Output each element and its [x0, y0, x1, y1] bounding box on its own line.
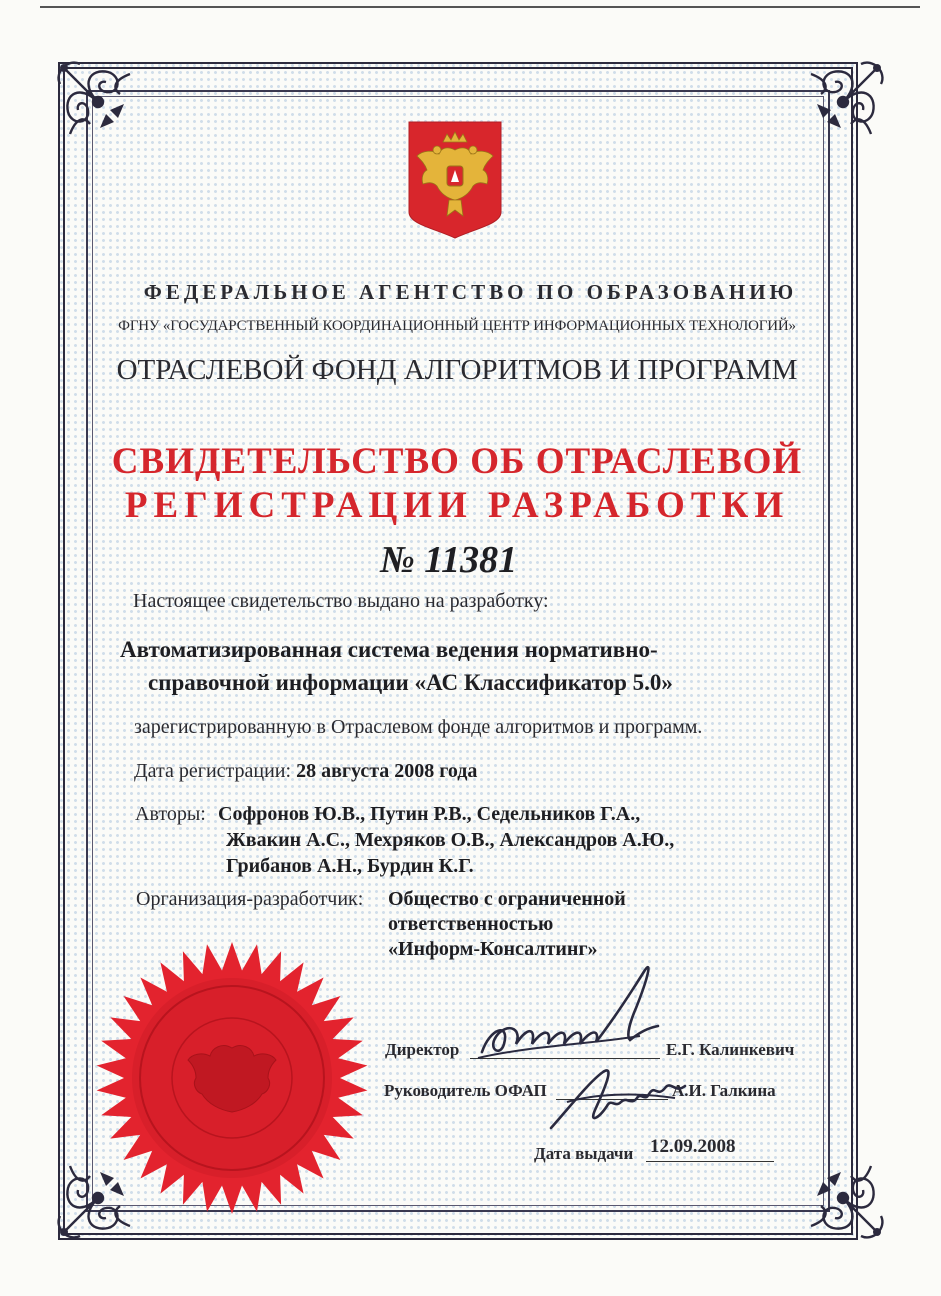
development-name-line2: справочной информации «АС Классификатор 5.0»: [148, 670, 673, 695]
registration-date-value: 28 августа 2008 года: [296, 760, 478, 782]
fund-name: ОТРАСЛЕВОЙ ФОНД АЛГОРИТМОВ И ПРОГРАММ: [116, 354, 798, 386]
corner-ornament-icon: [50, 54, 146, 150]
director-signature-icon: [470, 948, 680, 1073]
head-signature-icon: [545, 1058, 695, 1138]
issue-date-line: [646, 1161, 774, 1162]
authors-line1: Софронов Ю.В., Путин Р.В., Седельников Г.А.,: [218, 803, 641, 825]
certificate-number: № 11381: [380, 539, 518, 581]
authors-line2: Жвакин А.С., Мехряков О.В., Александров А.Ю.,: [226, 829, 675, 851]
organization-label: Организация-разработчик:: [136, 888, 364, 910]
director-name: Е.Г. Калинкевич: [666, 1040, 795, 1059]
corner-ornament-icon: [795, 1150, 891, 1246]
authors-label: Авторы:: [135, 803, 206, 825]
registration-date-label: Дата регистрации:: [134, 760, 292, 782]
director-label: Директор: [385, 1040, 460, 1059]
certificate-title-line2: РЕГИСТРАЦИИ РАЗРАБОТКИ: [124, 485, 790, 526]
issued-for-text: Настоящее свидетельство выдано на разработку:: [133, 590, 549, 612]
organization-line3: «Информ-Консалтинг»: [388, 938, 598, 960]
scan-edge-line: [40, 6, 920, 8]
registration-date-row: [134, 760, 477, 783]
head-label: Руководитель ОФАП: [384, 1081, 547, 1100]
development-name-line1: Автоматизированная система ведения нормативно-: [120, 637, 658, 662]
certificate-title-line1: СВИДЕТЕЛЬСТВО ОБ ОТРАСЛЕВОЙ: [111, 441, 803, 482]
corner-ornament-icon: [795, 54, 891, 150]
center-name: ФГНУ «ГОСУДАРСТВЕННЫЙ КООРДИНАЦИОННЫЙ ЦЕНТР ИНФОРМАЦИОННЫХ ТЕХНОЛОГИЙ»: [118, 318, 796, 334]
registered-text: зарегистрированную в Отраслевом фонде алгоритмов и программ.: [134, 716, 703, 738]
head-name: А.И. Галкина: [672, 1081, 776, 1100]
red-seal-stamp-icon: [92, 938, 372, 1218]
issue-date-value: 12.09.2008: [650, 1136, 736, 1157]
issue-date-label: Дата выдачи: [534, 1144, 634, 1163]
russian-coat-of-arms-icon: [407, 120, 503, 240]
agency-heading: ФЕДЕРАЛЬНОЕ АГЕНТСТВО ПО ОБРАЗОВАНИЮ: [143, 280, 798, 304]
authors-line3: Грибанов А.Н., Бурдин К.Г.: [226, 855, 474, 877]
organization-line1: Общество с ограниченной: [388, 888, 626, 910]
organization-line2: ответственностью: [388, 913, 554, 935]
